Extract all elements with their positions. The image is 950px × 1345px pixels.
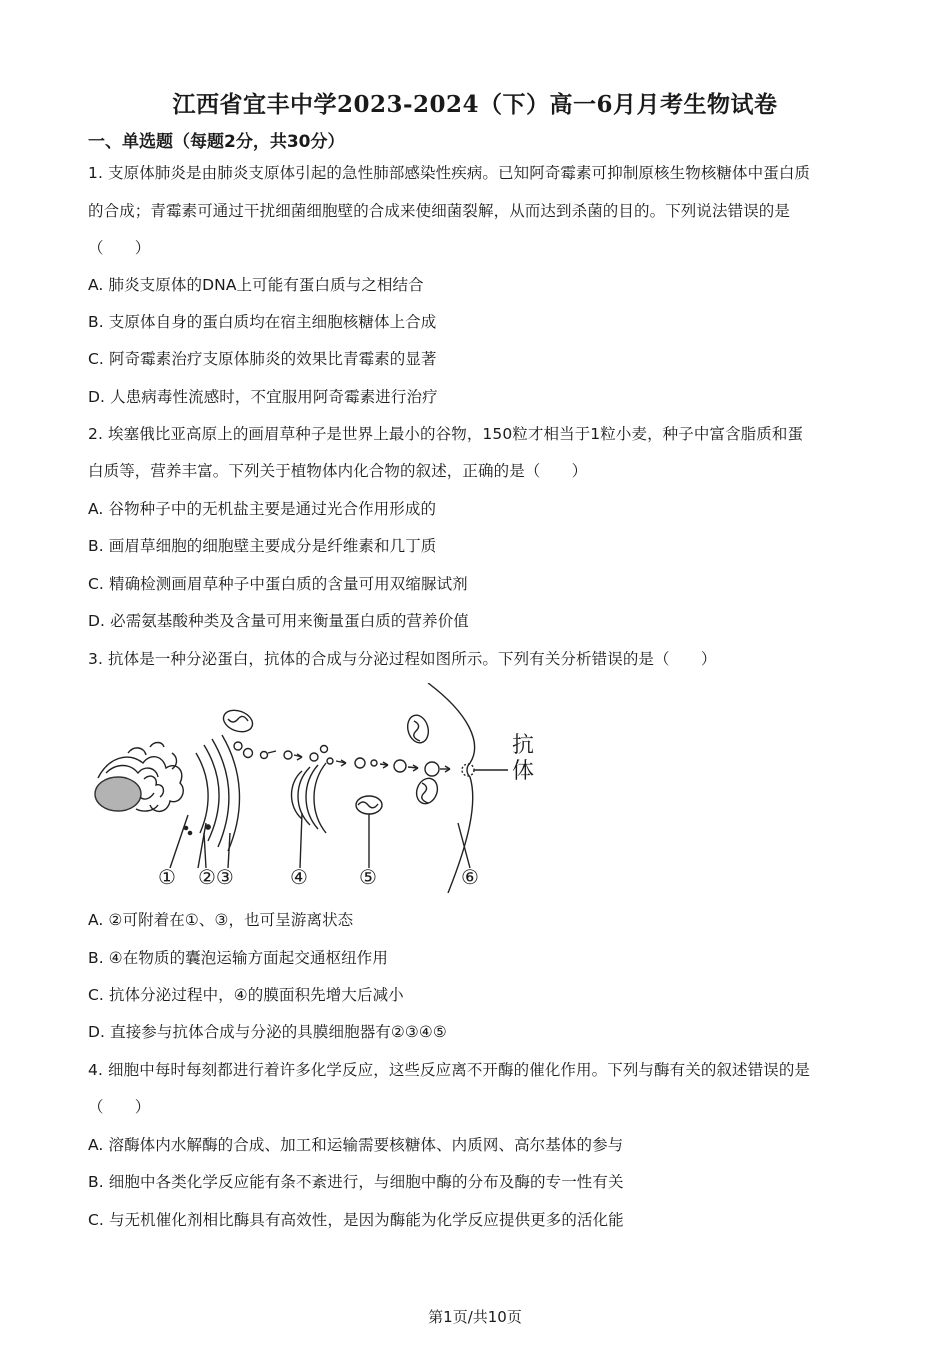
q3-option-a: A. ②可附着在①、③，也可呈游离状态 [88,911,354,929]
mitochondrion-shape [356,796,382,814]
q1-option-c: C. 阿奇霉素治疗支原体肺炎的效果比青霉素的显著 [88,350,437,368]
antibody-label-2: 体 [512,759,535,784]
q3-option-d: D. 直接参与抗体合成与分泌的具膜细胞器有②③④⑤ [88,1023,447,1041]
q1-stem-line-2: 的合成；青霉素可通过干扰细菌细胞壁的合成来使细菌裂解，从而达到杀菌的目的。下列说法错误的是 [88,202,791,220]
diagram-label-1: ① [158,865,176,889]
q4-stem-line-1: 4. 细胞中每时每刻都进行着许多化学反应，这些反应离不开酶的催化作用。下列与酶有关的叙述错误的是 [88,1061,811,1079]
q1-stem-line-3: （ ） [88,239,151,257]
q1-option-a: A. 肺炎支原体的DNA上可能有蛋白质与之相结合 [88,276,424,294]
nucleus-shape [95,777,141,811]
q4-option-c: C. 与无机催化剂相比酶具有高效性，是因为酶能为化学反应提供更多的活化能 [88,1211,624,1229]
q3-option-c: C. 抗体分泌过程中，④的膜面积先增大后减小 [88,986,404,1004]
q2-option-c: C. 精确检测画眉草种子中蛋白质的含量可用双缩脲试剂 [88,575,468,593]
mitochondrion-shape [220,706,255,735]
q3-option-b: B. ④在物质的囊泡运输方面起交通枢纽作用 [88,949,388,967]
diagram-label-5: ⑤ [359,865,377,889]
exam-title: 江西省宜丰中学2023-2024（下）高一6月月考生物试卷 [172,91,778,118]
q2-stem-line-1: 2. 埃塞俄比亚高原上的画眉草种子是世界上最小的谷物，150粒才相当于1粒小麦，种子中富含脂质和蛋 [88,425,804,443]
q3-stem-line-1: 3. 抗体是一种分泌蛋白，抗体的合成与分泌过程如图所示。下列有关分析错误的是（ ） [88,650,717,668]
q4-option-b: B. 细胞中各类化学反应能有条不紊进行，与细胞中酶的分布及酶的专一性有关 [88,1173,624,1191]
page-number-footer: 第1页/共10页 [428,1308,522,1326]
q2-option-d: D. 必需氨基酸种类及含量可用来衡量蛋白质的营养价值 [88,612,469,630]
q2-option-a: A. 谷物种子中的无机盐主要是通过光合作用形成的 [88,500,437,518]
q4-option-a: A. 溶酶体内水解酶的合成、加工和运输需要核糖体、内质网、高尔基体的参与 [88,1136,624,1154]
antibody-secretion-diagram [88,683,608,893]
q2-stem-line-2: 白质等，营养丰富。下列关于植物体内化合物的叙述，正确的是（ ） [88,462,588,480]
er-stack-shape [196,735,239,851]
mitochondrion-shape [413,775,441,806]
golgi-shape [292,763,327,833]
q1-stem-line-1: 1. 支原体肺炎是由肺炎支原体引起的急性肺部感染性疾病。已知阿奇霉素可抑制原核生物核糖体中蛋白质 [88,164,811,182]
q1-option-d: D. 人患病毒性流感时，不宜服用阿奇霉素进行治疗 [88,388,438,406]
q2-option-b: B. 画眉草细胞的细胞壁主要成分是纤维素和几丁质 [88,537,437,555]
section-heading: 一、单选题（每题2分，共30分） [88,132,345,152]
q1-option-b: B. 支原体自身的蛋白质均在宿主细胞核糖体上合成 [88,313,437,331]
diagram-label-6: ⑥ [461,865,479,889]
diagram-label-4: ④ [290,865,308,889]
antibody-label-1: 抗 [512,733,535,758]
mitochondrion-shape [405,713,432,745]
q4-stem-line-2: （ ） [88,1098,151,1116]
diagram-label-2-3: ②③ [198,865,234,889]
